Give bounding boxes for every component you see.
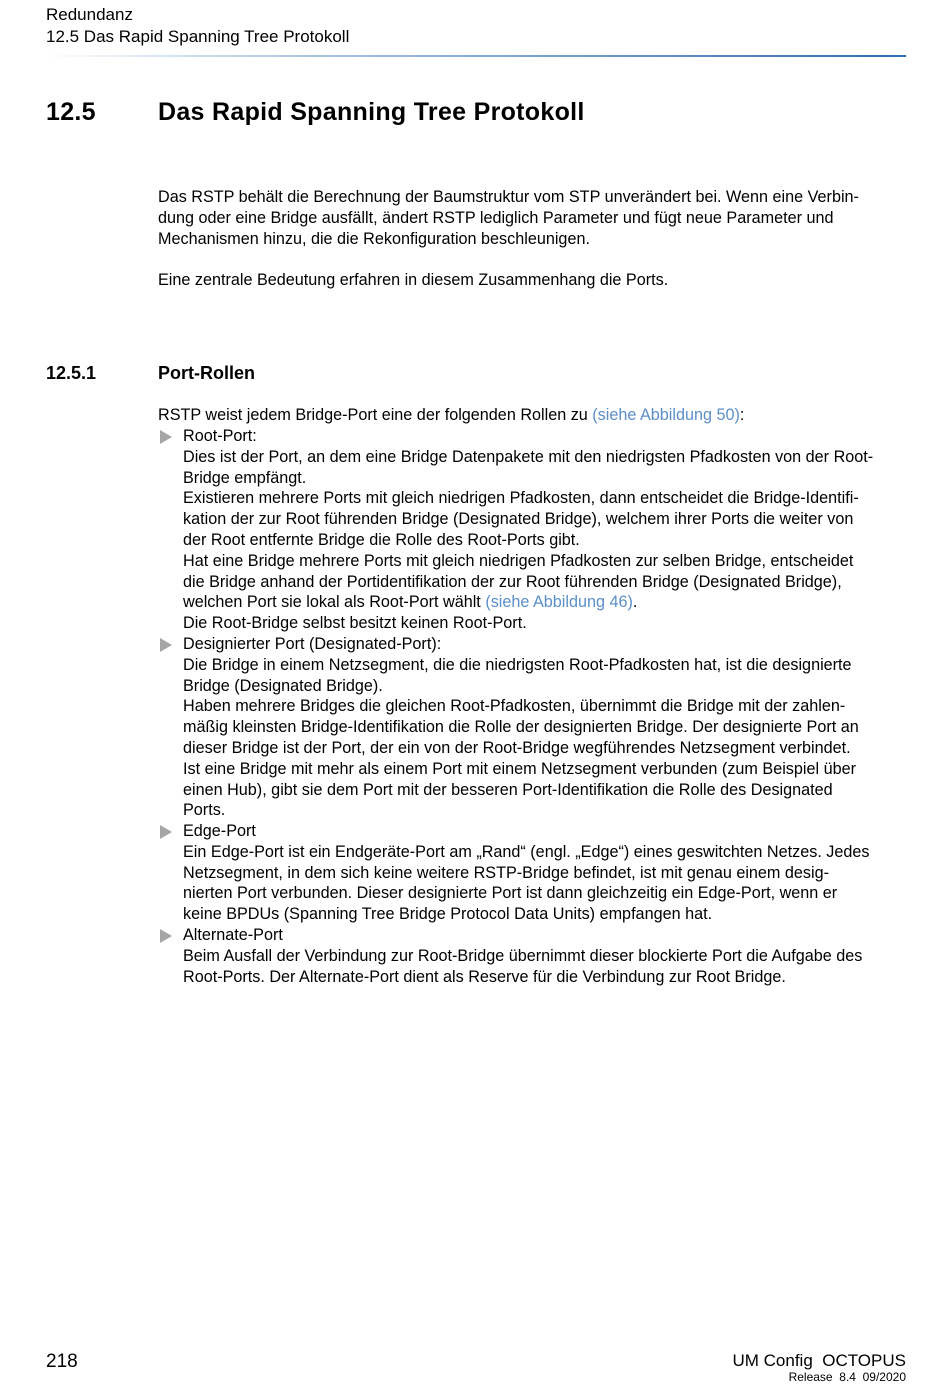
root-port-line: Die Root-Bridge selbst besitzt keinen Root-Port. — [183, 614, 527, 633]
root-port-title: Root-Port: — [183, 427, 257, 445]
subsection-title: Port-Rollen — [158, 363, 255, 383]
roles-intro-text: RSTP weist jedem Bridge-Port eine der folgenden Rollen zu — [158, 406, 593, 424]
intro-line: dung oder eine Bridge ausfällt, ändert RSTP lediglich Parameter und fügt neue Parameter und — [158, 208, 834, 227]
designated-port-line: Ist eine Bridge mit mehr als einem Port mit einem Netzsegment verbunden (zum Beispiel über — [183, 759, 856, 778]
section-number: 12.5 — [46, 98, 96, 126]
root-port-item — [183, 426, 913, 634]
release-info: Release 8.4 09/2020 — [788, 1370, 906, 1384]
header-chapter: Redundanz — [46, 5, 133, 24]
designated-port-line: Haben mehrere Bridges die gleichen Root-Pfadkosten, übernimmt die Bridge mit der zahlen- — [183, 697, 846, 716]
alternate-port-item — [183, 925, 913, 987]
bullet-triangle-icon — [160, 430, 172, 444]
designated-port-line: mäßig kleinsten Bridge-Identifikation die Rolle der designierten Bridge. Der designierte Port an — [183, 718, 859, 737]
root-port-line: Existieren mehrere Ports mit gleich niedrigen Pfadkosten, dann entscheidet die Bridge-Identifi- — [183, 489, 859, 508]
intro-line: Das RSTP behält die Berechnung der Baumstruktur vom STP unverändert bei. Wenn eine Verbin- — [158, 188, 859, 206]
edge-port-line: Netzsegment, in dem sich keine weitere RSTP-Bridge befindet, ist mit genau einem desig- — [183, 863, 830, 882]
alternate-port-line: Beim Ausfall der Verbindung zur Root-Bridge übernimmt dieser blockierte Port die Aufgabe des — [183, 946, 863, 965]
header-rule — [46, 55, 906, 57]
root-port-line: die Bridge anhand der Portidentifikation der zur Root führenden Bridge (Designated Bridge), — [183, 572, 842, 591]
link-tail: . — [632, 593, 638, 612]
designated-port-line: dieser Bridge ist der Port, der ein von der Root-Bridge wegführendes Netzsegment verbindet. — [183, 738, 851, 757]
bullet-triangle-icon — [160, 825, 172, 839]
page-number: 218 — [46, 1351, 78, 1372]
roles-intro — [158, 405, 744, 426]
edge-port-line: nierten Port verbunden. Dieser designierte Port ist dann gleichzeitig ein Edge-Port, wenn er — [183, 884, 838, 903]
intro-line: Mechanismen hinzu, die die Rekonfiguration beschleunigen. — [158, 229, 590, 248]
designated-port-line: Ports. — [183, 801, 226, 820]
intro-paragraph — [158, 187, 859, 249]
root-port-line: der Root entfernte Bridge die Rolle des Root-Ports gibt. — [183, 530, 580, 549]
intro-paragraph-2: Eine zentrale Bedeutung erfahren in diesem Zusammenhang die Ports. — [158, 271, 669, 289]
designated-port-line: einen Hub), gibt sie dem Port mit der besseren Port-Identifikation die Rolle des Designated — [183, 780, 833, 799]
section-title: Das Rapid Spanning Tree Protokoll — [158, 98, 585, 126]
roles-intro-tail: : — [739, 406, 745, 424]
root-port-line: kation der zur Root führenden Bridge (Designated Bridge), welchem ihrer Ports die weiter von — [183, 510, 854, 529]
bullet-triangle-icon — [160, 929, 172, 943]
root-port-line: Bridge empfängt. — [183, 468, 307, 487]
root-port-line: Hat eine Bridge mehrere Ports mit gleich niedrigen Pfadkosten zur selben Bridge, entscheidet — [183, 551, 854, 570]
alternate-port-title: Alternate-Port — [183, 926, 283, 944]
designated-port-line: Bridge (Designated Bridge). — [183, 676, 383, 695]
root-port-line: Dies ist der Port, an dem eine Bridge Datenpakete mit den niedrigsten Pfadkosten von der Root- — [183, 447, 874, 466]
bullet-triangle-icon — [160, 638, 172, 652]
designated-port-line: Die Bridge in einem Netzsegment, die die niedrigsten Root-Pfadkosten hat, ist die designierte — [183, 655, 852, 674]
root-port-line: welchen Port sie lokal als Root-Port wählt — [183, 593, 486, 612]
edge-port-line: keine BPDUs (Spanning Tree Bridge Protocol Data Units) empfangen hat. — [183, 905, 713, 924]
edge-port-title: Edge-Port — [183, 822, 256, 840]
subsection-number: 12.5.1 — [46, 363, 97, 383]
running-header — [46, 4, 349, 48]
edge-port-line: Ein Edge-Port ist ein Endgeräte-Port am „Rand“ (engl. „Edge“) eines geswitchten Netzes. Jedes — [183, 842, 870, 861]
designated-port-item — [183, 634, 913, 821]
alternate-port-line: Root-Ports. Der Alternate-Port dient als Reserve für die Verbindung zur Root Bridge. — [183, 967, 786, 986]
header-section: 12.5 Das Rapid Spanning Tree Protokoll — [46, 27, 350, 46]
root-port-line-with-link — [183, 592, 913, 613]
edge-port-item — [183, 821, 913, 925]
figure-link-50[interactable]: (siehe Abbildung 50) — [592, 406, 740, 424]
manual-name: UM Config OCTOPUS — [732, 1351, 906, 1370]
designated-port-title: Designierter Port (Designated-Port): — [183, 635, 442, 653]
figure-link-46[interactable]: (siehe Abbildung 46) — [485, 593, 633, 612]
